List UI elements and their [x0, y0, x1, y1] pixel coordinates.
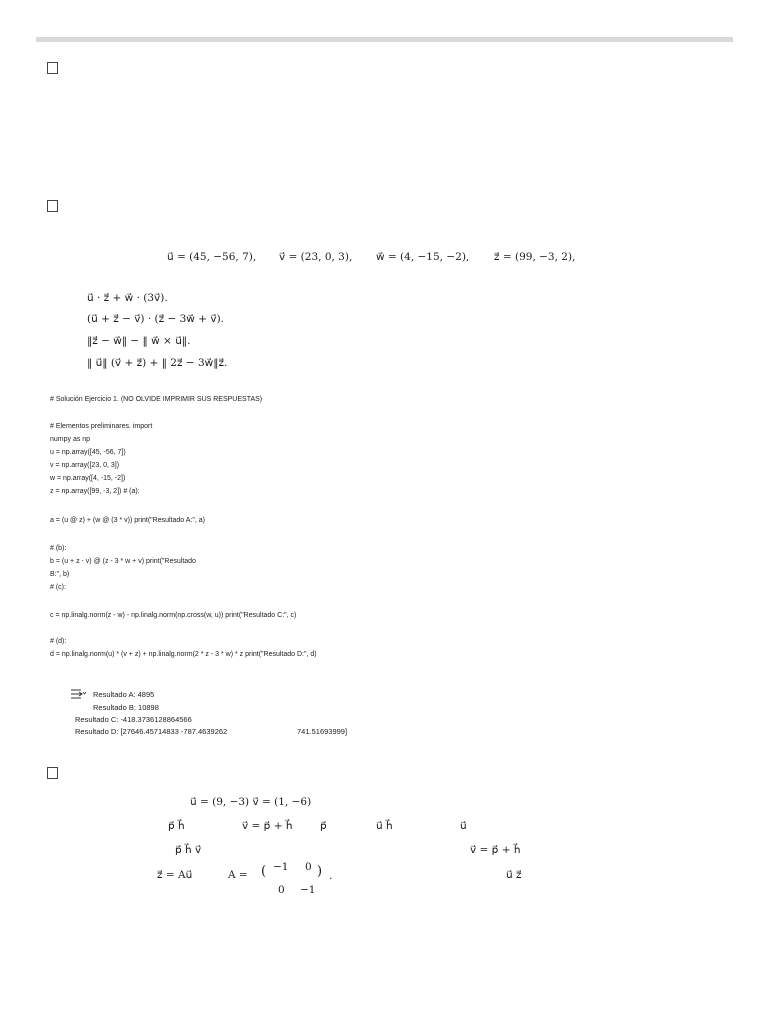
- label-u-h: u⃗ h⃗: [376, 820, 393, 832]
- vector-w: w⃗ = (4, −15, −2),: [376, 251, 470, 263]
- output-line-d-end: 741.51693999]: [297, 727, 348, 736]
- matrix-period: .: [329, 870, 333, 882]
- output-arrow-icon[interactable]: [70, 689, 86, 699]
- expression-d: ‖ u⃗‖ (v⃗ + z⃗) + ‖ 2z⃗ − 3w⃗‖z⃗.: [87, 357, 228, 369]
- vector-z: z⃗ = (99, −3, 2),: [494, 251, 576, 263]
- decomposition-2: v⃗ = p⃗ + h⃗: [470, 844, 521, 856]
- code-line: B:", b): [50, 571, 70, 578]
- output-line-b: Resultado B: 10898: [93, 703, 159, 712]
- matrix-cell: −1: [273, 861, 289, 873]
- matrix-cell: 0: [278, 884, 285, 896]
- decomposition: v⃗ = p⃗ + h⃗: [242, 820, 293, 832]
- vector-v: v⃗ = (23, 0, 3),: [279, 251, 353, 263]
- label-p-h-v: p⃗ h⃗ v⃗: [175, 844, 202, 856]
- matrix-cell: −1: [300, 884, 316, 896]
- code-line: d = np.linalg.norm(u) * (v + z) + np.linalg.norm(2 * z - 3 * w) * z print("Resultado D:", d): [50, 651, 317, 658]
- matrix-label: A =: [228, 869, 248, 881]
- code-line: c = np.linalg.norm(z - w) - np.linalg.norm(np.cross(w, u)) print("Resultado C:", c): [50, 612, 297, 619]
- code-line: w = np.array([4, -15, -2]): [50, 475, 126, 482]
- code-line: # (d):: [50, 638, 67, 645]
- matrix-left-paren: (: [261, 864, 267, 879]
- output-line-a: Resultado A: 4895: [93, 690, 155, 699]
- expression-b: (u⃗ + z⃗ − v⃗) · (z⃗ − 3w⃗ + v⃗).: [87, 313, 225, 325]
- expression-a: u⃗ · z⃗ + w⃗ · (3v⃗).: [87, 292, 168, 304]
- label-p: p⃗: [320, 820, 327, 832]
- code-line: z = np.array([99, -3, 2]) # (a):: [50, 488, 140, 495]
- transform-z: z⃗ = Au⃗: [157, 869, 193, 881]
- top-rule: [36, 37, 733, 42]
- checkbox-1[interactable]: [47, 62, 58, 74]
- expression-c: ‖z⃗ − w⃗‖ − ‖ w⃗ × u⃗‖.: [87, 335, 191, 347]
- code-line: numpy as np: [50, 436, 91, 443]
- checkbox-2[interactable]: [47, 200, 58, 212]
- code-header: # Solución Ejercicio 1. (NO OLVIDE IMPRIMIR SUS RESPUESTAS): [50, 396, 263, 403]
- code-line: v = np.array([23, 0, 3]): [50, 462, 120, 469]
- label-u: u⃗: [460, 820, 467, 832]
- code-line: a = (u @ z) + (w @ (3 * v)) print("Resultado A:", a): [50, 517, 205, 524]
- label-u-z: u⃗ z⃗: [506, 869, 522, 881]
- matrix-right-paren: ): [317, 864, 323, 879]
- code-line: b = (u + z - v) @ (z - 3 * w + v) print("Resultado: [50, 558, 196, 565]
- code-line: # (b):: [50, 545, 67, 552]
- vectors-uv: u⃗ = (9, −3) v⃗ = (1, −6): [190, 796, 312, 808]
- checkbox-3[interactable]: [47, 767, 58, 779]
- vector-u: u⃗ = (45, −56, 7),: [167, 251, 257, 263]
- code-line: # Elementos preliminares. import: [50, 423, 153, 430]
- matrix-cell: 0: [305, 861, 312, 873]
- code-line: # (c):: [50, 584, 66, 591]
- output-line-c: Resultado C: -418.3736128864566: [75, 715, 192, 724]
- label-p-h: p⃗ h⃗: [168, 820, 185, 832]
- output-line-d: Resultado D: [27646.45714833 -787.4639262: [75, 727, 228, 736]
- code-line: u = np.array([45, -56, 7]): [50, 449, 126, 456]
